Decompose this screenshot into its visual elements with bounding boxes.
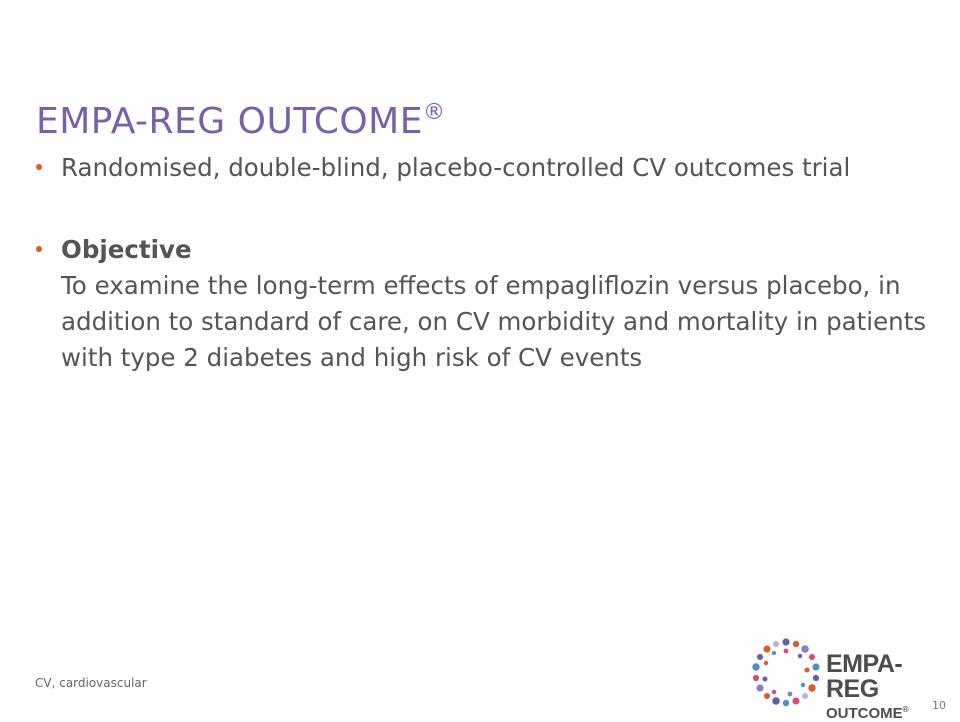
logo-wordmark xyxy=(826,652,940,721)
slide-title: EMPA-REG OUTCOME® xyxy=(36,100,446,143)
page-number: 10 xyxy=(932,699,946,712)
logo-line1: EMPA-REG xyxy=(826,650,903,703)
empa-reg-logo xyxy=(750,636,940,722)
registered-mark: ® xyxy=(422,100,446,126)
logo-line2: OUTCOME® xyxy=(826,705,909,722)
bullet-body xyxy=(61,232,936,372)
bullet-list xyxy=(36,150,936,422)
bullet-item-design xyxy=(36,150,936,186)
bullet-dot-icon xyxy=(36,246,42,252)
dots-ring-icon xyxy=(750,636,822,708)
bullet-text: To examine the long-term effects of empagliflozin versus placebo, in addition to standard of care, on CV morbidity and mortality in patients with type 2 diabetes and high risk of CV events xyxy=(61,271,927,372)
bullet-item-objective xyxy=(36,232,936,376)
bullet-dot-icon xyxy=(36,164,42,170)
bullet-heading: Objective xyxy=(61,235,192,264)
footnote: CV, cardiovascular xyxy=(35,676,147,690)
bullet-text: Randomised, double-blind, placebo-controlled CV outcomes trial xyxy=(61,153,851,182)
